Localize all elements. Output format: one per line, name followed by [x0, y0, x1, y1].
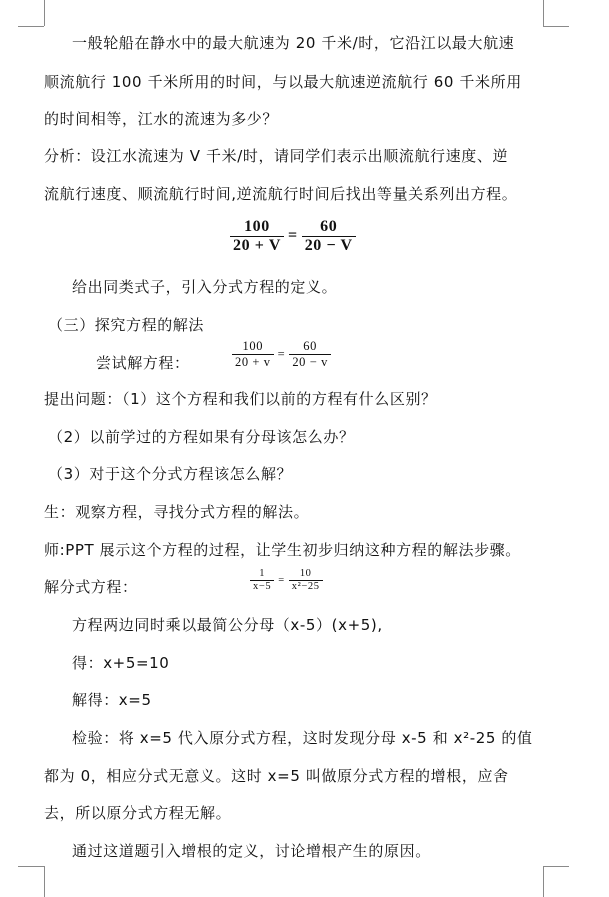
eq2-left-denominator: 20 + v	[232, 354, 274, 369]
eq2-left-numerator: 100	[242, 339, 264, 353]
eq2-equals: =	[277, 347, 286, 362]
crop-mark-top-left-v	[44, 0, 45, 26]
crop-mark-bottom-right-v	[543, 866, 544, 897]
eq2-right-fraction	[289, 340, 331, 369]
eq3-right-denominator: x²−25	[289, 580, 323, 593]
problem-line-3: 的时间相等，江水的流速为多少？	[44, 110, 279, 128]
crop-mark-bottom-right-h	[543, 866, 569, 867]
eq1-equals: =	[287, 227, 298, 245]
question-3: （3）对于这个分式方程该怎么解？	[48, 465, 293, 483]
eq2-left-fraction	[232, 340, 274, 369]
section-heading: （三）探究方程的解法	[48, 316, 205, 334]
definition-intro: 给出同类式子，引入分式方程的定义。	[72, 278, 338, 296]
eq1-right-fraction	[302, 218, 356, 255]
eq2-right-numerator: 60	[303, 339, 317, 353]
equation-1	[230, 218, 356, 255]
analysis-line-2: 流航行速度、顺流航行时间,逆流航行时间后找出等量关系列出方程。	[44, 185, 518, 203]
problem-line-2: 顺流航行 100 千米所用的时间，与以最大航速逆流航行 60 千米所用	[44, 73, 522, 91]
eq3-left-numerator: 1	[259, 568, 266, 579]
eq3-left-fraction	[250, 568, 274, 593]
crop-mark-top-right-v	[543, 0, 544, 26]
question-2: （2）以前学过的方程如果有分母该怎么办？	[48, 428, 355, 446]
eq1-left-denominator: 20 + V	[230, 236, 284, 255]
question-1: 提出问题：（1）这个方程和我们以前的方程有什么区别？	[44, 390, 437, 408]
try-solve-label: 尝试解方程：	[96, 354, 190, 372]
eq1-left-fraction	[230, 218, 284, 255]
check-line-3: 去，所以原分式方程无解。	[44, 804, 232, 822]
check-line-2: 都为 0，相应分式无意义。这时 x=5 叫做原分式方程的增根，应舍	[44, 767, 509, 785]
solution-step-2: 得：x+5=10	[72, 654, 170, 672]
eq3-right-numerator: 10	[299, 568, 312, 579]
final-line: 通过这道题引入增根的定义，讨论增根产生的原因。	[72, 842, 431, 860]
teacher-line: 师:PPT 展示这个方程的过程，让学生初步归纳这种方程的解法步骤。	[44, 541, 521, 559]
solution-step-1: 方程两边同时乘以最简公分母（x-5）(x+5),	[72, 616, 383, 634]
eq1-right-numerator: 60	[320, 218, 338, 235]
check-line-1: 检验：将 x=5 代入原分式方程，这时发现分母 x-5 和 x²-25 的值	[72, 729, 533, 747]
student-line: 生：观察方程，寻找分式方程的解法。	[44, 503, 310, 521]
crop-mark-bottom-left-h	[18, 866, 44, 867]
solution-step-3: 解得：x=5	[72, 691, 152, 709]
solve-fraction-label: 解分式方程：	[44, 578, 138, 596]
equation-3	[250, 568, 323, 593]
equation-2	[232, 340, 331, 369]
problem-line-1: 一般轮船在静水中的最大航速为 20 千米/时，它沿江以最大航速	[72, 34, 515, 52]
eq3-right-fraction	[289, 568, 323, 593]
eq1-left-numerator: 100	[244, 218, 270, 235]
crop-mark-top-left-h	[18, 26, 44, 27]
eq3-left-denominator: x−5	[250, 580, 274, 593]
eq1-right-denominator: 20 − V	[302, 236, 356, 255]
analysis-line-1: 分析：设江水流速为 V 千米/时，请同学们表示出顺流航行速度、逆	[44, 147, 509, 165]
crop-mark-top-right-h	[543, 26, 569, 27]
eq3-equals: =	[278, 574, 285, 586]
crop-mark-bottom-left-v	[44, 866, 45, 897]
eq2-right-denominator: 20 − v	[289, 354, 331, 369]
